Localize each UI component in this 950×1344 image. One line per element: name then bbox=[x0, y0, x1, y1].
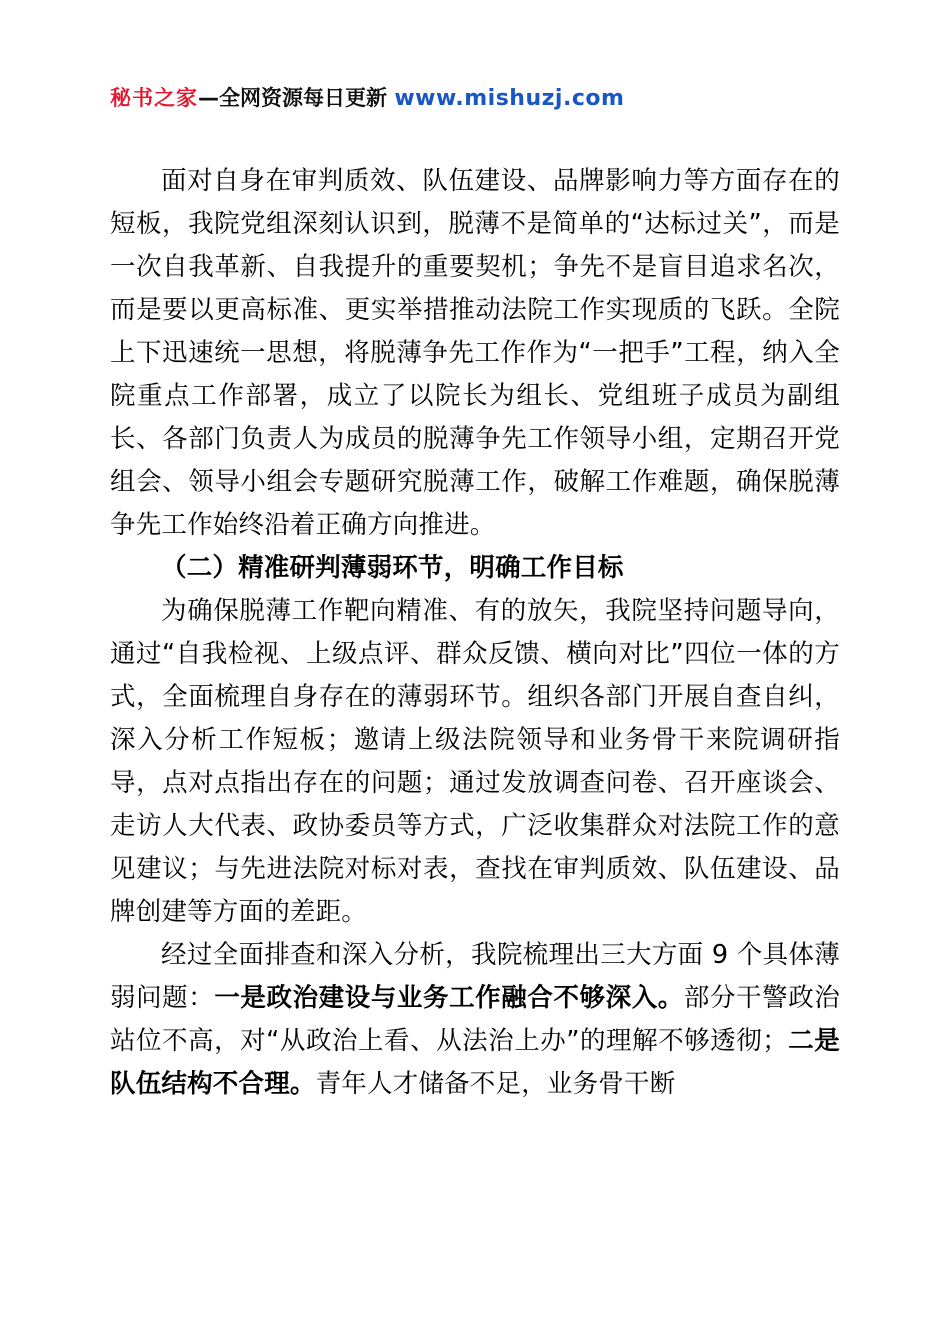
emphasis-text: 一是政治建设与业务工作融合不够深入。 bbox=[214, 983, 684, 1014]
site-tagline-label: —全网资源每日更新 bbox=[198, 86, 395, 110]
text-run: 经过全面排查和深入分析，我院梳理出三大方面 9 个具体薄弱问题： bbox=[110, 940, 840, 1014]
emphasis-text: （二）精准研判薄弱环节，明确工作目标 bbox=[161, 553, 624, 584]
page-content bbox=[110, 0, 840, 1106]
body-paragraph bbox=[110, 160, 840, 547]
text-run: 为确保脱薄工作靶向精准、有的放矢，我院坚持问题导向，通过“自我检视、上级点评、群众反馈、横向对比”四位一体的方式，全面梳理自身存在的薄弱环节。组织各部门开展自查自纠，深入分析工作短板；邀请上级法院领导和业务骨干来院调研指导，点对点指出存在的问题；通过发放调查问卷、召开座谈会、走访人大代表、政协委员等方式，广泛收集群众对法院工作的意见建议；与先进法院对标对表，查找在审判质效、队伍建设、品牌创建等方面的差距。 bbox=[110, 596, 840, 928]
text-run: 面对自身在审判质效、队伍建设、品牌影响力等方面存在的短板，我院党组深刻认识到，脱薄不是简单的“达标过关”，而是一次自我革新、自我提升的重要契机；争先不是盲目追求名次，而是要以更高标准、更实举措推动法院工作实现质的飞跃。全院上下迅速统一思想，将脱薄争先工作作为“一把手”工程，纳入全院重点工作部署，成立了以院长为组长、党组班子成员为副组长、各部门负责人为成员的脱薄争先工作领导小组，定期召开党组会、领导小组会专题研究脱薄工作，破解工作难题，确保脱薄争先工作始终沿着正确方向推进。 bbox=[110, 166, 840, 541]
section-heading bbox=[110, 547, 840, 590]
body-paragraph bbox=[110, 590, 840, 934]
text-run: 部分干警政治站位不高，对“从政治上看、从法治上办”的理解不够透彻； bbox=[110, 983, 840, 1057]
site-watermark-header bbox=[110, 86, 840, 112]
site-brand-label: 秘书之家 bbox=[110, 86, 198, 110]
text-run: 青年人才储备不足，业务骨干断 bbox=[315, 1069, 676, 1100]
document-body bbox=[110, 160, 840, 1106]
body-paragraph bbox=[110, 934, 840, 1106]
emphasis-text: 二是队伍结构不合理。 bbox=[110, 1026, 840, 1100]
site-url-link[interactable]: www.mishuzj.com bbox=[394, 86, 625, 111]
